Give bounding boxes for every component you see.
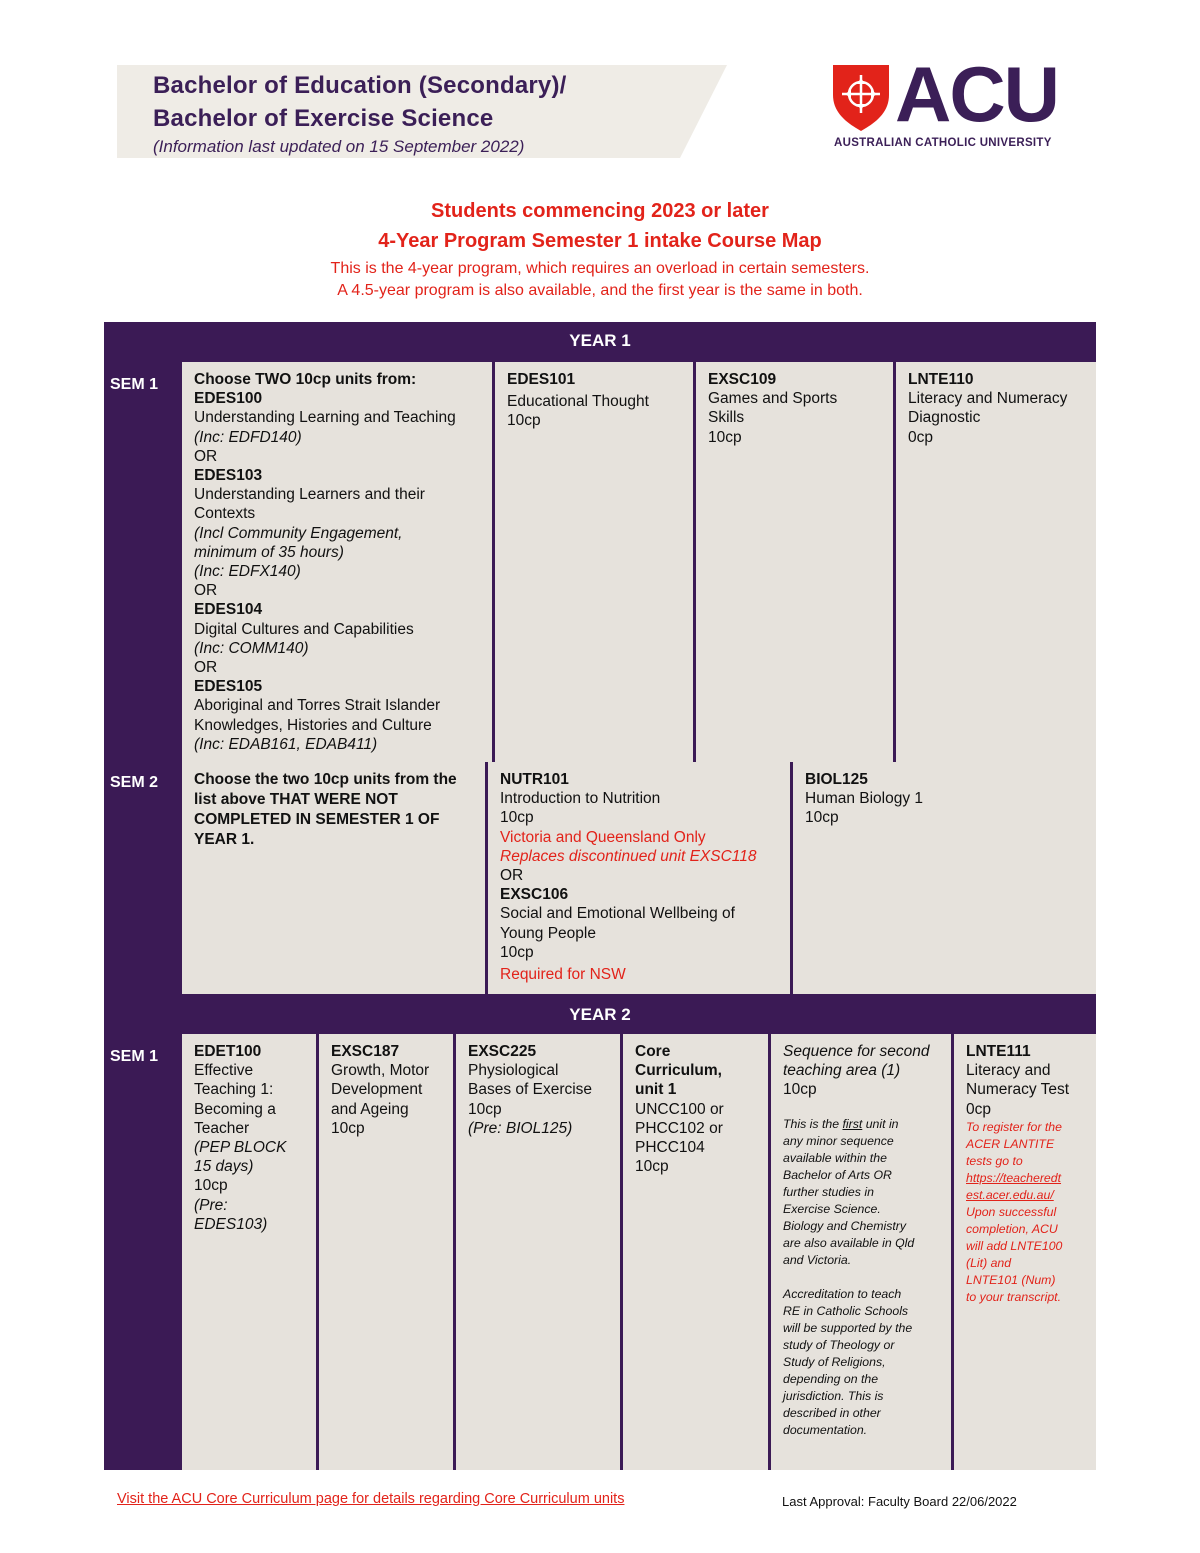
y1s2-biol125: BIOL125 Human Biology 1 10cp	[793, 762, 1096, 994]
y1s1-choose-units: Choose TWO 10cp units from: EDES100 Understanding Learning and Teaching (Inc: EDFD140) OR EDES103 Understanding Learners and their Contexts (Incl Community Engagement, minimum of 35 hours) (Inc: EDFX140) OR EDES104 Digital Cultures and Capabilities (Inc: COMM140) OR EDES105 Aboriginal and Torres Strait Islander Knowledges, Histories and Culture (Inc: EDAB161, EDAB411)	[182, 362, 492, 762]
y2s1-second-teaching-area: Sequence for second teaching area (1) 10cp This is the first unit in any minor sequence available within the Bachelor of Arts OR further studies in Exercise Science. Biology and Chemistry are also available in Qld and Victoria. Accreditation to teach RE in Catholic Schools will be supported by the study of Theology or Study of Religions, depending on the jurisdiction. This is described in other documentation.	[771, 1034, 951, 1470]
intro-heading-2: 4-Year Program Semester 1 intake Course Map	[378, 230, 822, 252]
year1-sem2-label: SEM 2	[110, 774, 159, 791]
shield-icon	[833, 65, 889, 131]
logo-subtitle: AUSTRALIAN CATHOLIC UNIVERSITY	[834, 137, 1052, 149]
intro-heading-1: Students commencing 2023 or later	[431, 200, 769, 222]
y2s1-lnte111: LNTE111 Literacy and Numeracy Test 0cp To register for the ACER LANTITE tests go to https://teacheredt est.acer.edu.au/ Upon successful completion, ACU will add LNTE100 (Lit) and LNTE101 (Num) to your transcript.	[954, 1034, 1096, 1470]
y1s1-edes101: EDES101 Educational Thought 10cp	[495, 362, 693, 762]
y1s1-lnte110: LNTE110 Literacy and Numeracy Diagnostic 0cp	[896, 362, 1096, 762]
y1s2-choose-units: Choose the two 10cp units from the list above THAT WERE NOT COMPLETED IN SEMESTER 1 OF YEAR 1.	[182, 762, 485, 994]
updated-date: (Information last updated on 15 September 2022)	[153, 137, 525, 156]
intro-note-1: This is the 4-year program, which requires an overload in certain semesters.	[330, 260, 870, 277]
approval-note: Last Approval: Faculty Board 22/06/2022	[782, 1494, 1017, 1509]
y2s1-edet100: EDET100 Effective Teaching 1: Becoming a Teacher (PEP BLOCK 15 days) 10cp (Pre: EDES103)	[182, 1034, 316, 1470]
lantite-link-part1[interactable]: https://teacheredt	[966, 1170, 1062, 1185]
intro-note-2: A 4.5-year program is also available, and the first year is the same in both.	[337, 282, 863, 299]
y2s1-exsc187: EXSC187 Growth, Motor Development and Ageing 10cp	[319, 1034, 453, 1470]
year2-sem1-label: SEM 1	[110, 1048, 159, 1065]
year2-header: YEAR 2	[569, 1005, 631, 1024]
y2s1-exsc225: EXSC225 Physiological Bases of Exercise 10cp (Pre: BIOL125)	[456, 1034, 620, 1470]
acu-logo	[833, 50, 1073, 155]
page-title-line2: Bachelor of Exercise Science	[153, 105, 494, 132]
core-curriculum-link[interactable]: Visit the ACU Core Curriculum page for details regarding Core Curriculum units	[117, 1491, 625, 1507]
title-banner	[117, 65, 727, 158]
y1s2-nutr101-exsc106: NUTR101 Introduction to Nutrition 10cp Victoria and Queensland Only Replaces discontinued unit EXSC118 OR EXSC106 Social and Emotional Wellbeing of Young People 10cp Required for NSW	[488, 762, 790, 994]
page-title-line1: Bachelor of Education (Secondary)/	[153, 72, 567, 99]
y1s1-exsc109: EXSC109 Games and Sports Skills 10cp	[696, 362, 893, 762]
course-map-grid	[104, 322, 1096, 1470]
year1-header: YEAR 1	[569, 331, 631, 350]
lantite-link-part2[interactable]: est.acer.edu.au/	[966, 1187, 1054, 1202]
y2s1-core-curriculum: Core Curriculum, unit 1 UNCC100 or PHCC102 or PHCC104 10cp	[623, 1034, 768, 1470]
logo-wordmark: ACU	[895, 50, 1058, 138]
year1-sem1-label: SEM 1	[110, 376, 159, 393]
